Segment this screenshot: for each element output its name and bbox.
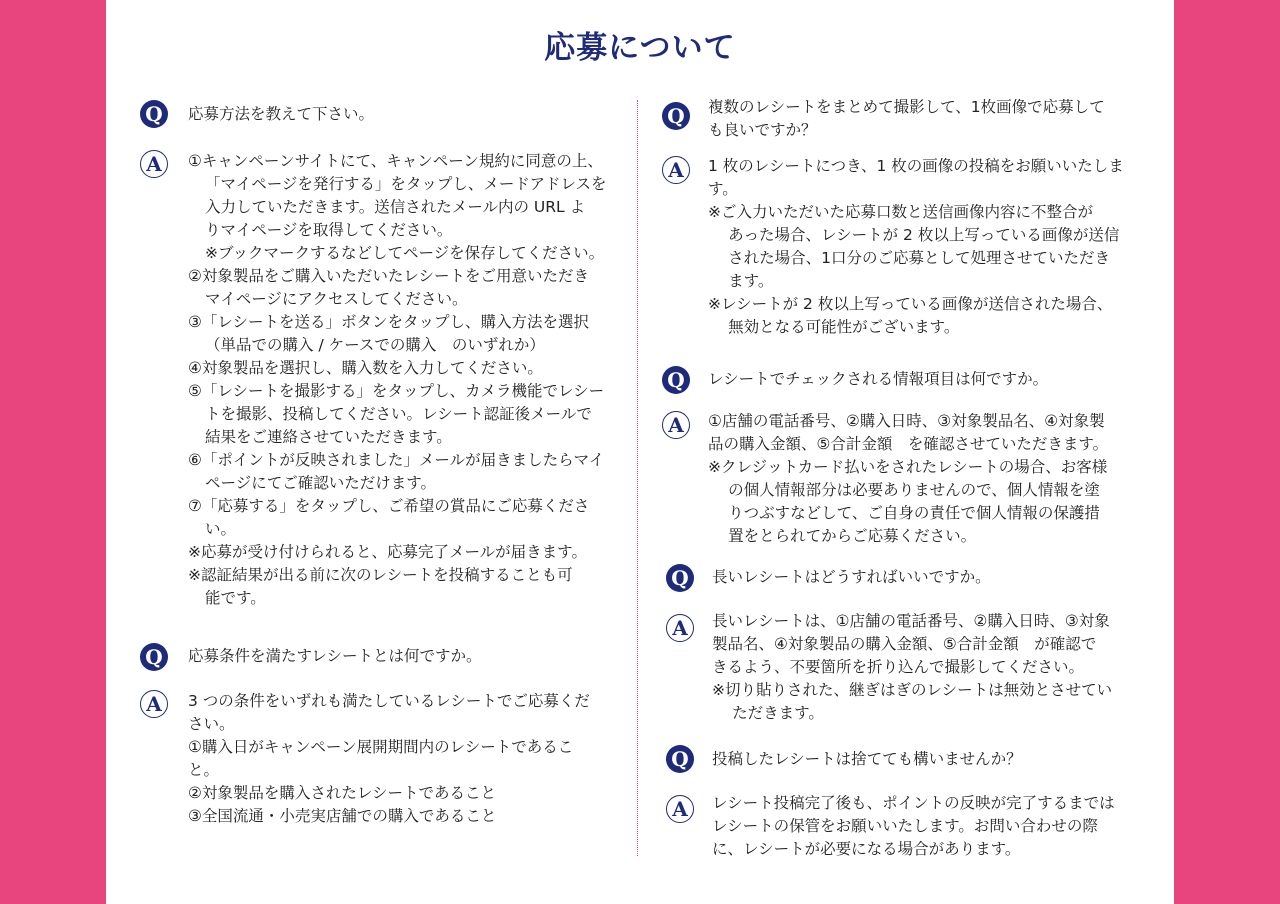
answer-line: りつぶすなどして、ご自身の責任で個人情報の保護措: [728, 504, 1100, 522]
question-text: 応募条件を満たすレシートとは何ですか。: [188, 647, 482, 665]
answer-badge: A: [662, 411, 690, 439]
answer-line: ※応募が受け付けられると、応募完了メールが届きます。: [188, 543, 587, 561]
question-text: [708, 96, 1105, 142]
answer-line: ③全国流通・小売実店舗での購入であること: [188, 807, 497, 825]
answer-line: ※認証結果が出る前に次のレシートを投稿することも可: [188, 566, 573, 584]
answer-line: ①キャンペーンサイトにて、キャンペーン規約に同意の上、: [188, 152, 603, 170]
answer-text: [712, 792, 1115, 861]
question-badge: Q: [666, 564, 694, 592]
question-badge: Q: [662, 366, 690, 394]
answer-line: 品の購入金額、⑤合計金額 を確認させていただきます。: [708, 435, 1109, 453]
question-text: 長いレシートはどうすればいいですか。: [712, 568, 991, 586]
answer-line: ⑥「ポイントが反映されました」メールが届きましたらマイ: [188, 451, 605, 469]
answer-line: された場合、1口分のご応募として処理させていただき: [728, 249, 1111, 267]
answer-badge: A: [666, 614, 694, 642]
answer-line: ただきます。: [732, 704, 824, 722]
answer-line: マイページにアクセスしてください。: [205, 290, 468, 308]
answer-line: ⑦「応募する」をタップし、ご希望の賞品にご応募くださ: [188, 497, 590, 515]
answer-line: 置をとられてからご応募ください。: [728, 527, 977, 545]
answer-line: あった場合、レシートが 2 枚以上写っている画像が送信: [728, 226, 1120, 244]
question-badge: Q: [140, 100, 168, 128]
answer-line: ※切り貼りされた、継ぎはぎのレシートは無効とさせてい: [712, 681, 1113, 699]
answer-text: [708, 410, 1108, 548]
answer-line: （単品での購入 / ケースでの購入 のいずれか）: [205, 336, 545, 354]
answer-line: きるよう、不要箇所を折り込んで撮影してください。: [712, 658, 1085, 676]
answer-line: 入力していただきます。送信されたメール内の URL よ: [205, 198, 586, 216]
answer-line: 「マイページを発行する」をタップし、メードアドレスを: [205, 175, 607, 193]
question-badge: Q: [140, 643, 168, 671]
answer-text: [188, 150, 607, 610]
answer-line: 長いレシートは、①店舗の電話番号、②購入日時、③対象: [712, 612, 1110, 630]
answer-line: ④対象製品を選択し、購入数を入力してください。: [188, 359, 543, 377]
question-text: 応募方法を教えて下さい。: [188, 105, 375, 123]
answer-badge: A: [662, 156, 690, 184]
page-title: 応募について: [544, 30, 736, 66]
answer-line: レシートの保管をお願いいたします。お問い合わせの際: [712, 817, 1098, 835]
answer-line: ②対象製品を購入されたレシートであること: [188, 784, 497, 802]
answer-line: りマイページを取得してください。: [205, 221, 453, 239]
question-line: も良いですか？: [708, 121, 817, 139]
answer-line: トを撮影、投稿してください。レシート認証後メールで: [205, 405, 592, 423]
question-line: 複数のレシートをまとめて撮影して、1枚画像で応募して: [708, 98, 1105, 116]
answer-line: ※クレジットカード払いをされたレシートの場合、お客様: [708, 458, 1108, 476]
answer-line: 製品名、④対象製品の購入金額、⑤合計金額 が確認で: [712, 635, 1097, 653]
answer-line: の個人情報部分は必要ありませんので、個人情報を塗: [728, 481, 1100, 499]
answer-line: さい。: [188, 715, 235, 733]
answer-text: [708, 155, 1124, 339]
answer-line: ※ブックマークするなどしてページを保存してください。: [205, 244, 605, 262]
answer-line: 結果をご連絡させていただきます。: [205, 428, 452, 446]
question-text: レシートでチェックされる情報項目は何ですか。: [708, 370, 1049, 388]
answer-line: ⑤「レシートを撮影する」をタップし、カメラ機能でレシー: [188, 382, 605, 400]
answer-text: [188, 690, 590, 828]
answer-line: ①購入日がキャンペーン展開期間内のレシートであるこ: [188, 738, 574, 756]
faq-page: [106, 0, 1174, 904]
answer-line: ページにてご確認いただけます。: [205, 474, 436, 492]
answer-line: ②対象製品をご購入いただいたレシートをご用意いただき: [188, 267, 590, 285]
answer-line: す。: [708, 180, 738, 198]
answer-line: 1 枚のレシートにつき、1 枚の画像の投稿をお願いいたしま: [708, 157, 1124, 175]
answer-line: ③「レシートを送る」ボタンをタップし、購入方法を選択: [188, 313, 590, 331]
question-badge: Q: [662, 102, 690, 130]
answer-line: い。: [205, 520, 237, 538]
answer-line: レシート投稿完了後も、ポイントの反映が完了するまでは: [712, 794, 1115, 812]
answer-line: ①店舗の電話番号、②購入日時、③対象製品名、④対象製: [708, 412, 1105, 430]
answer-line: と。: [188, 761, 220, 779]
answer-badge: A: [140, 690, 168, 718]
answer-badge: A: [140, 150, 168, 178]
answer-badge: A: [666, 795, 694, 823]
answer-line: に、レシートが必要になる場合があります。: [712, 840, 1021, 858]
answer-line: 3 つの条件をいずれも満たしているレシートでご応募くだ: [188, 692, 590, 710]
answer-line: 無効となる可能性がございます。: [728, 318, 960, 336]
question-text: 投稿したレシートは捨てても構いませんか？: [712, 750, 1022, 768]
column-divider: [637, 100, 638, 856]
answer-line: ※レシートが 2 枚以上写っている画像が送信された場合、: [708, 295, 1113, 313]
question-badge: Q: [666, 745, 694, 773]
answer-line: ※ご入力いただいた応募口数と送信画像内容に不整合が: [708, 203, 1093, 221]
answer-text: [712, 610, 1112, 725]
answer-line: ます。: [728, 272, 774, 290]
answer-line: 能です。: [205, 589, 266, 607]
